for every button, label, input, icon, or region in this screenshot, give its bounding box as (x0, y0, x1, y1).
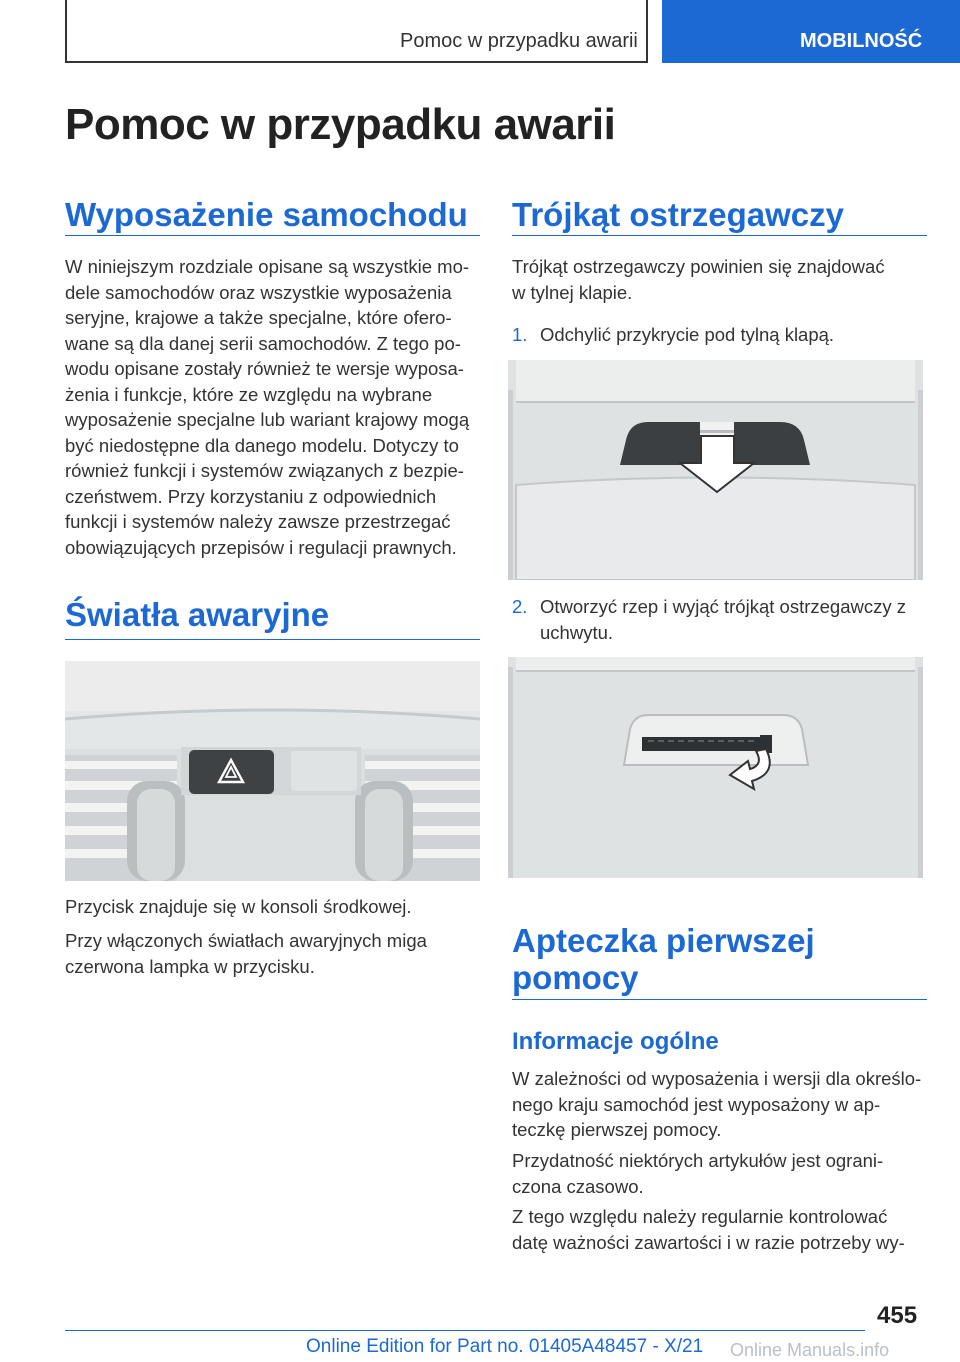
text-line: być niedostępne dla danego modelu. Dotyczy to (65, 434, 459, 456)
footer-edition: Online Edition for Part no. 01405A48457 - X/21 (306, 1336, 704, 1357)
text-line: Przy włączonych światłach awaryjnych miga (65, 930, 427, 951)
triangle-holder-figure (508, 657, 923, 878)
text-line: Przydatność niektórych artykułów jest ograni- (512, 1150, 884, 1171)
hazard-location-text: Przycisk znajduje się w konsoli środkowej. (65, 896, 412, 917)
left-air-vent (65, 755, 185, 881)
step-2 (512, 594, 932, 646)
step-text: Odchylić przykrycie pod tylną klapą. (540, 324, 835, 345)
text-line: czeństwem. Przy korzystaniu z odpowiednich (65, 485, 437, 507)
text-line: dele samochodów oraz wszystkie wyposażenia (65, 281, 452, 303)
hazard-button[interactable] (189, 750, 274, 794)
text-line: datę ważności zawartości i w razie potrzeby wy- (512, 1231, 905, 1253)
header-chapter-label: MOBILNOŚĆ (800, 30, 923, 52)
heading-line: pomocy (512, 959, 639, 996)
tailgate-cover-figure (508, 360, 923, 580)
text-line: również funkcji i systemów związanych z bezpie- (65, 460, 464, 481)
text-line: obowiązujących przepisów i regulacji prawnych. (65, 536, 457, 558)
first-aid-paragraph-1 (512, 1066, 932, 1143)
text-line: Otworzyć rzep i wyjąć trójkąt ostrzegawczy z (540, 596, 906, 617)
text-line: W niniejszym rozdziale opisane są wszystkie mo- (65, 256, 470, 277)
heading-first-aid-kit (512, 922, 927, 1000)
text-line: uchwytu. (540, 621, 614, 643)
equipment-paragraph (65, 254, 485, 560)
text-line: teczkę pierwszej pomocy. (512, 1119, 722, 1140)
text-line: wyposażenie specjalne lub wariant krajowy mogą (65, 409, 470, 430)
text-line: czerwona lampka w przycisku. (65, 955, 315, 977)
header-section-title: Pomoc w przypadku awarii (400, 30, 638, 52)
right-air-vent (355, 755, 480, 881)
text-line: czona czasowo. (512, 1175, 644, 1197)
footer-divider (65, 1330, 865, 1331)
text-line: w tylnej klapie. (512, 281, 633, 303)
text-line: żenia i funkcje, które ze względu na wybrane (65, 383, 433, 405)
step-1 (512, 322, 932, 348)
text-line: wodu opisane zostały również te wersje wyposa- (65, 358, 464, 379)
text-line: Z tego względu należy regularnie kontrolować (512, 1206, 888, 1227)
text-line: nego kraju samochód jest wyposażony w ap- (512, 1093, 881, 1115)
page-number: 455 (877, 1302, 918, 1329)
first-aid-paragraph-3 (512, 1204, 932, 1255)
heading-hazard-lights: Światła awaryjne (65, 596, 480, 640)
text-line: funkcji i systemów należy zawsze przestrzegać (65, 511, 451, 532)
heading-line: Apteczka pierwszej (512, 922, 815, 959)
page-title: Pomoc w przypadku awarii (65, 100, 616, 149)
hazard-button-figure (65, 661, 480, 881)
text-line: wane są dla danej serii samochodów. Z tego po- (65, 332, 461, 354)
heading-general-info: Informacje ogólne (512, 1028, 719, 1055)
step-text (540, 594, 906, 645)
text-line: Trójkąt ostrzegawczy powinien się znajdować (512, 256, 885, 277)
heading-equipment: Wyposażenie samochodu (65, 196, 480, 236)
heading-warning-triangle: Trójkąt ostrzegawczy (512, 196, 927, 236)
first-aid-paragraph-2 (512, 1148, 932, 1199)
hazard-lamp-text (65, 928, 485, 979)
warning-triangle-intro (512, 254, 932, 305)
text-line: W zależności od wyposażenia i wersji dla określo- (512, 1068, 922, 1089)
footer-watermark: Online Manuals.info (730, 1340, 890, 1360)
step-number: 1. (512, 324, 528, 345)
step-number: 2. (512, 596, 528, 617)
text-line: seryjne, krajowe a także specjalne, które ofero- (65, 307, 452, 328)
